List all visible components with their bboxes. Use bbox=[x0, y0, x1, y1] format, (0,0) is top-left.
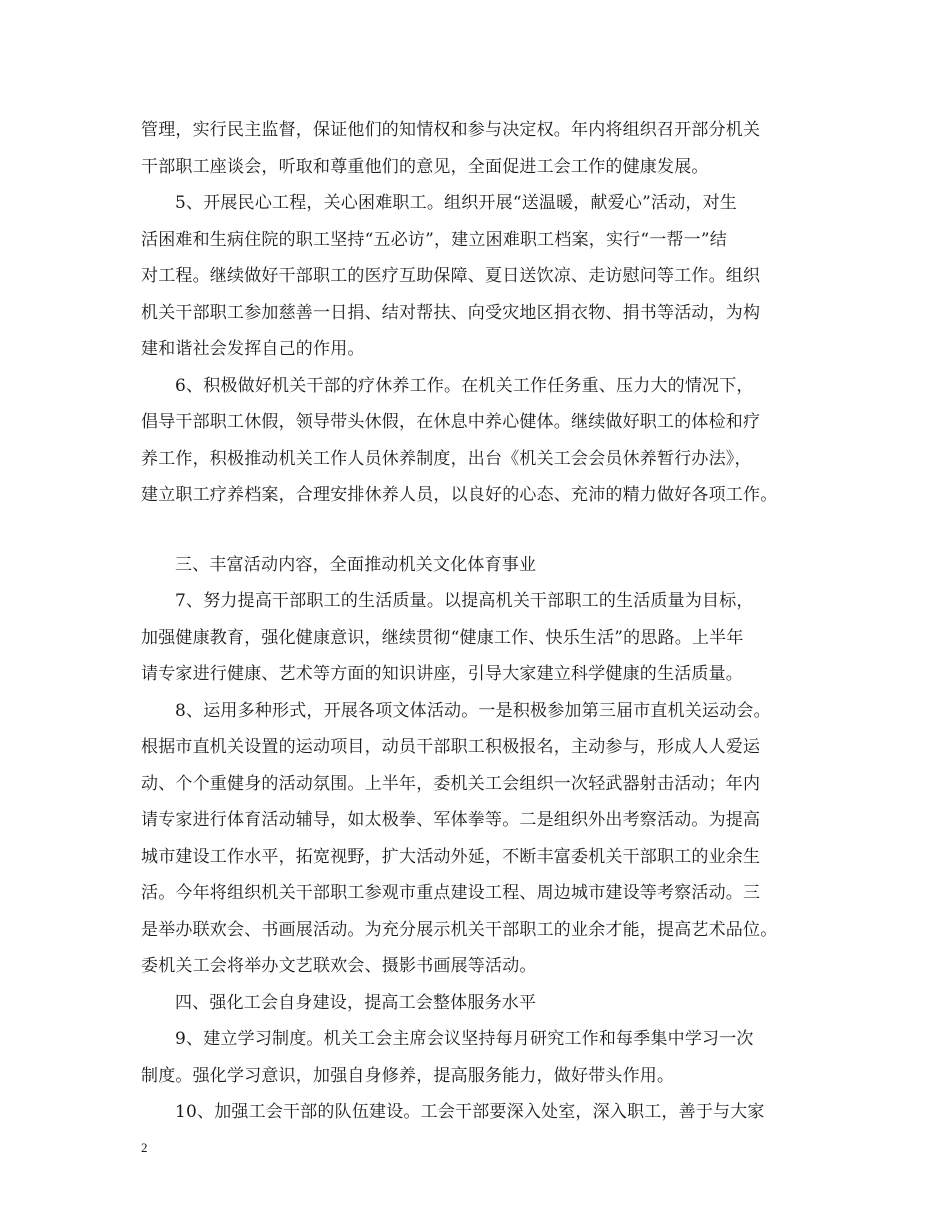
text-line: 活。今年将组织机关干部职工参观市重点建设工程、周边城市建设等考察活动。三 bbox=[141, 883, 761, 903]
body-text bbox=[141, 116, 827, 1135]
text-line: 制度。强化学习意识，加强自身修养，提高服务能力，做好带头作用。 bbox=[141, 1065, 675, 1086]
text-line: 加强健康教育，强化健康意识，继续贯彻“健康工作、快乐生活”的思路。上半年 bbox=[141, 627, 744, 648]
text-line: 是举办联欢会、书画展活动。为充分展示机关干部职工的业余才能，提高艺术品位。 bbox=[141, 919, 778, 940]
text-line: 建立职工疗养档案，合理安排休养人员，以良好的心态、充沛的精力做好各项工作。 bbox=[141, 485, 778, 505]
text-line: 动、个个重健身的活动氛围。上半年，委机关工会组织一次轻武器射击活动；年内 bbox=[141, 773, 761, 794]
text-line: 5、开展民心工程，关心困难职工。组织开展“送温暖，献爱心”活动，对生 bbox=[175, 193, 737, 213]
text-line: 对工程。继续做好干部职工的医疗互助保障、夏日送饮凉、走访慰问等工作。组织 bbox=[141, 266, 761, 286]
text-line: 请专家进行体育活动辅导，如太极拳、军体拳等。二是组织外出考察活动。为提高 bbox=[141, 810, 761, 830]
text-line: 7、努力提高干部职工的生活质量。以提高机关干部职工的生活质量为目标， bbox=[175, 591, 754, 611]
text-line: 机关干部职工参加慈善一日捐、结对帮扶、向受灾地区捐衣物、捐书等活动，为构 bbox=[141, 302, 761, 323]
text-line: 委机关工会将举办文艺联欢会、摄影书画展等活动。 bbox=[141, 956, 537, 976]
text-line: 9、建立学习制度。机关工会主席会议坚持每月研究工作和每季集中学习一次 bbox=[175, 1029, 754, 1049]
text-line: 10、加强工会干部的队伍建设。工会干部要深入处室，深入职工，善于与大家 bbox=[175, 1102, 765, 1122]
text-line: 四、强化工会自身建设，提高工会整体服务水平 bbox=[175, 992, 537, 1013]
text-line: 倡导干部职工休假，领导带头休假，在休息中养心健体。继续做好职工的体检和疗 bbox=[141, 412, 761, 432]
text-line: 城市建设工作水平，拓宽视野，扩大活动外延，不断丰富委机关干部职工的业余生 bbox=[141, 846, 761, 867]
text-line: 建和谐社会发挥自己的作用。 bbox=[141, 339, 365, 359]
text-line: 请专家进行健康、艺术等方面的知识讲座，引导大家建立科学健康的生活质量。 bbox=[141, 664, 743, 684]
text-line: 活困难和生病住院的职工坚持“五必访”，建立困难职工档案，实行“一帮一”结 bbox=[141, 229, 727, 250]
text-line: 三、丰富活动内容，全面推动机关文化体育事业 bbox=[175, 554, 537, 575]
text-line: 养工作，积极推动机关工作人员休养制度，出台《机关工会会员休养暂行办法》， bbox=[141, 448, 752, 469]
text-line: 干部职工座谈会，听取和尊重他们的意见，全面促进工会工作的健康发展。 bbox=[141, 156, 709, 177]
text-line: 根据市直机关设置的运动项目，动员干部职工积极报名，主动参与，形成人人爱运 bbox=[141, 737, 761, 757]
text-line: 8、运用多种形式，开展各项文体活动。一是积极参加第三届市直机关运动会。 bbox=[175, 700, 771, 721]
text-line: 管理，实行民主监督，保证他们的知情权和参与决定权。年内将组织召开部分机关 bbox=[141, 120, 761, 140]
text-line: 6、积极做好机关干部的疗休养工作。在机关工作任务重、压力大的情况下， bbox=[175, 375, 754, 396]
page-number: 2 bbox=[141, 1140, 148, 1155]
